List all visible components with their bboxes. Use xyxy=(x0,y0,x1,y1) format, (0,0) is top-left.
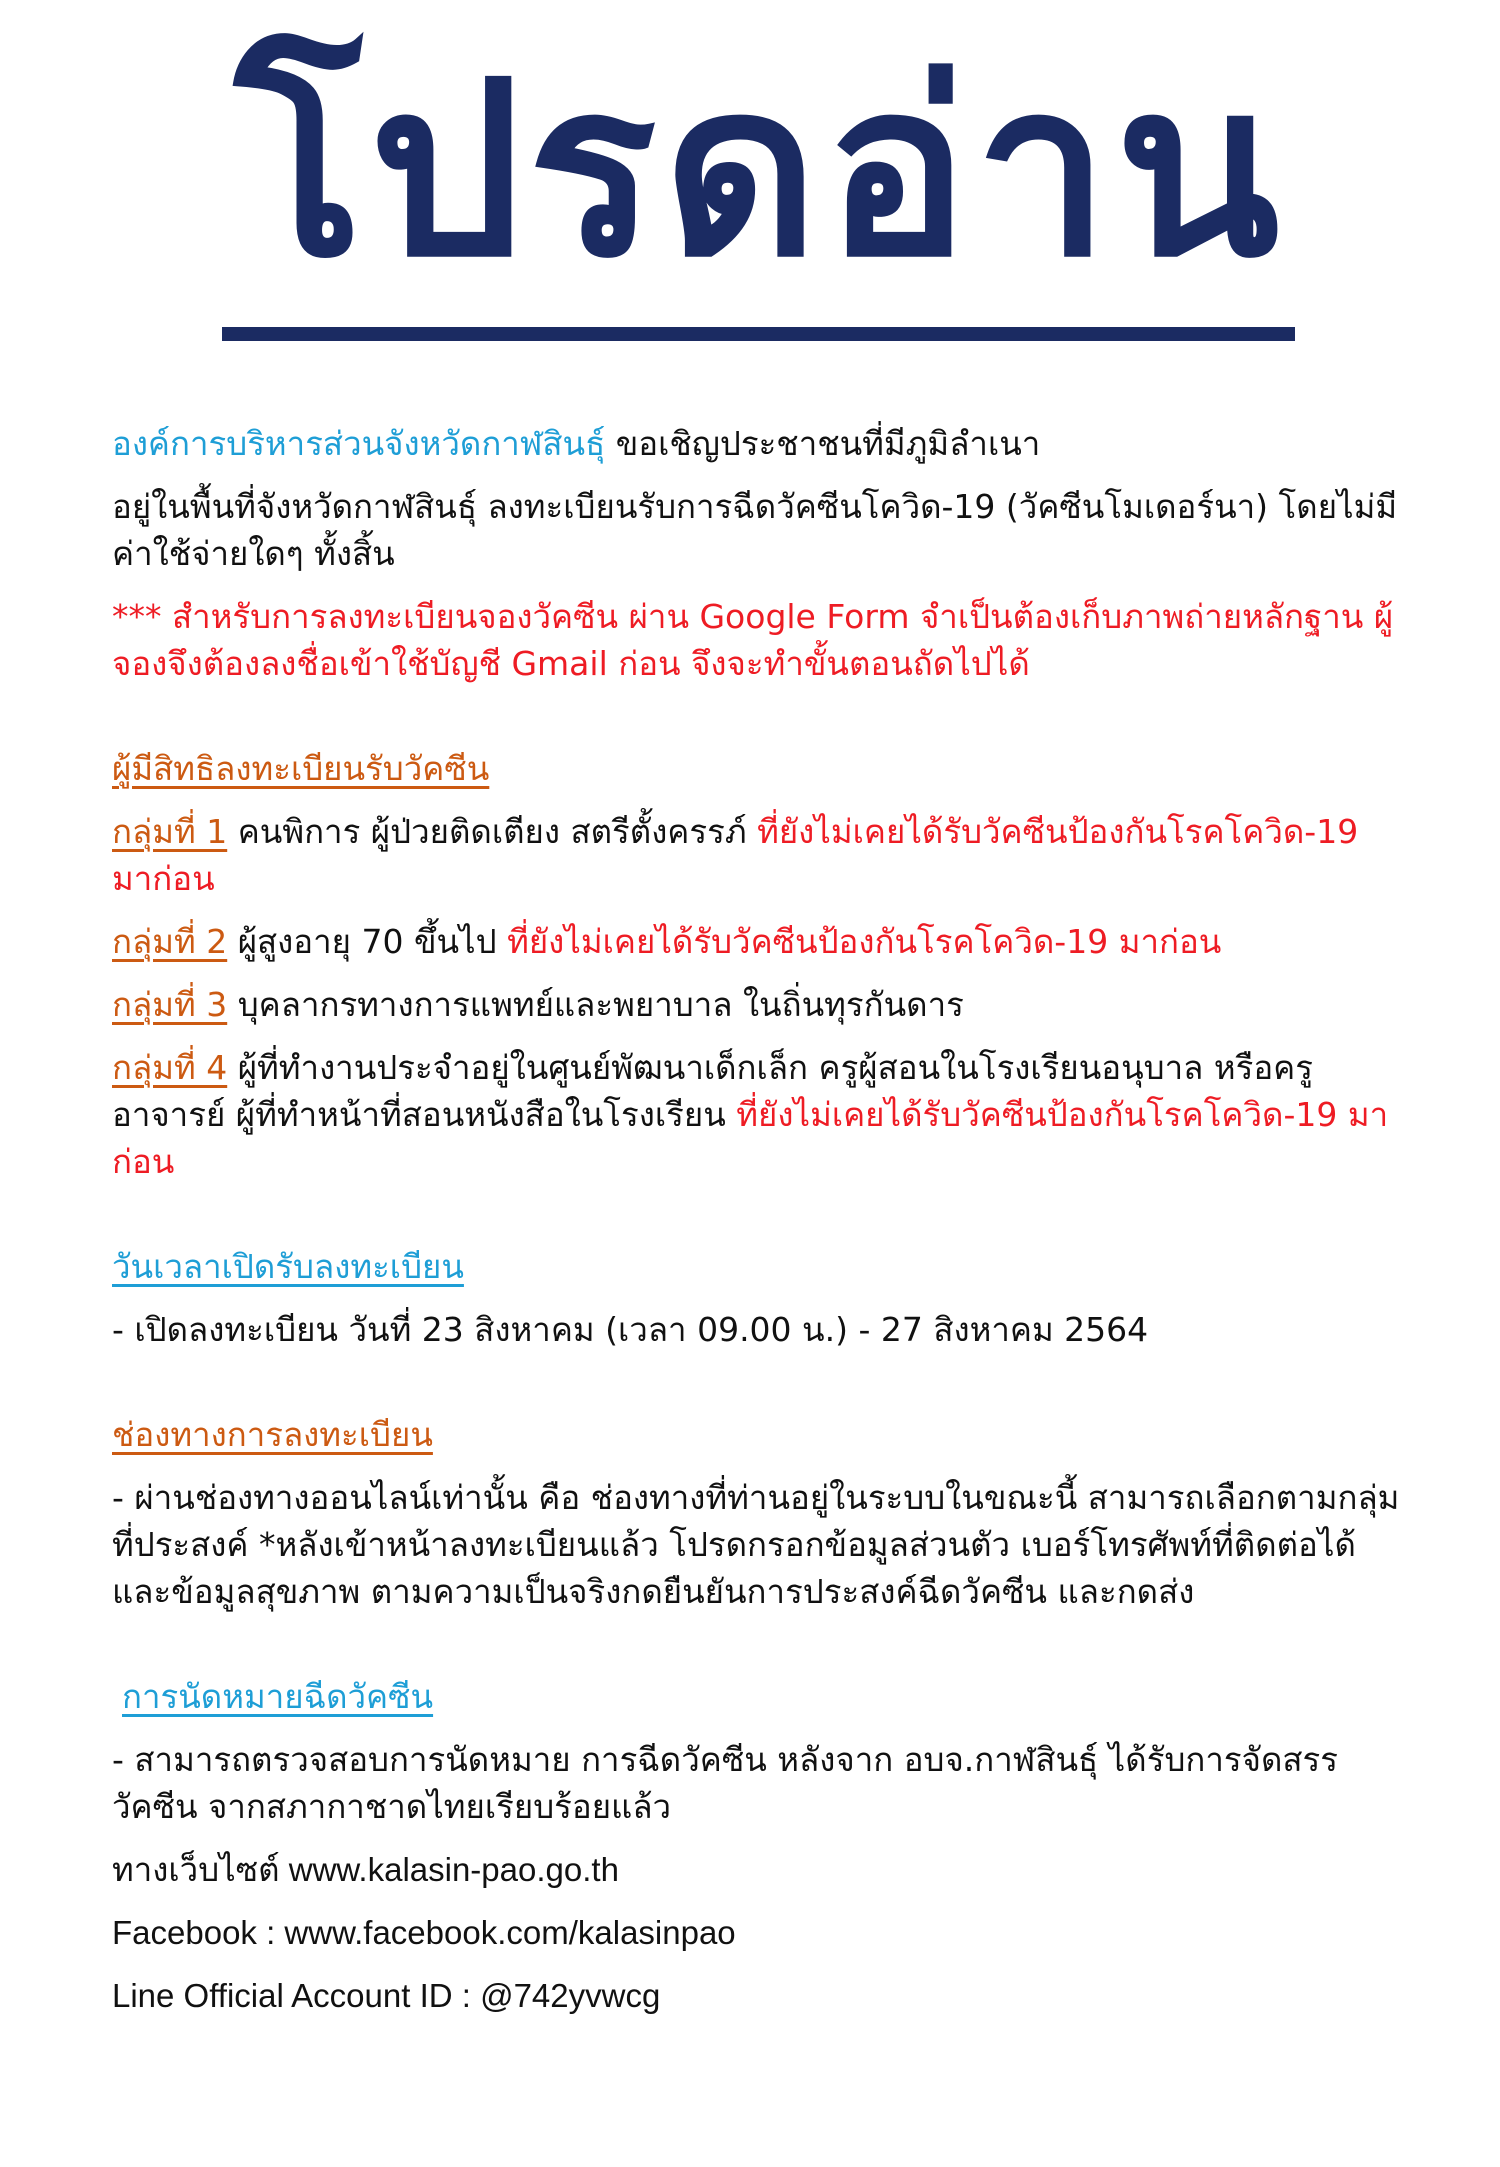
group-4-text: ผู้ที่ทำงานประจำอยู่ในศูนย์พัฒนาเด็กเล็ก ครูผู้สอนในโรงเรียนอนุบาล หรือครู อาจารย์ ผู้ที่ทำหน้าที่สอนหนังสือในโรงเรียน xyxy=(112,1048,1313,1134)
channel-heading-text: ช่องทางการลงทะเบียน xyxy=(112,1415,433,1454)
group-4-label: กลุ่มที่ 4 xyxy=(112,1048,228,1087)
banner-underline xyxy=(222,327,1295,341)
group-2-note: ที่ยังไม่เคยได้รับวัคซีนป้องกันโรคโควิด-19 มาก่อน xyxy=(507,922,1222,961)
group-1-note: ที่ยังไม่เคยได้รับวัคซีนป้องกันโรคโควิด-19 มาก่อน xyxy=(112,812,1359,898)
intro-line-1-rest: ขอเชิญประชาชนที่มีภูมิลำเนา xyxy=(605,424,1041,463)
eligibility-heading-text: ผู้มีสิทธิลงทะเบียนรับวัคซีน xyxy=(112,749,490,788)
org-name: องค์การบริหารส่วนจังหวัดกาฬสินธุ์ xyxy=(112,424,606,463)
appointment-heading-text: การนัดหมายฉีดวัคซีน xyxy=(122,1677,434,1716)
group-1-text: คนพิการ ผู้ป่วยติดเตียง สตรีตั้งครรภ์ xyxy=(227,812,758,851)
group-2 xyxy=(112,918,1402,965)
channel-text: - ผ่านช่องทางออนไลน์เท่านั้น คือ ช่องทางที่ท่านอยู่ในระบบในขณะนี้ สามารถเลือกตามกลุ่มที่ประสงค์ *หลังเข้าหน้าลงทะเบียนแล้ว โปรดกรอกข้อมูลส่วนตัว เบอร์โทรศัพท์ที่ติดต่อได้ และข้อมูลสุขภาพ ตามความเป็นจริงกดยืนยันการประสงค์ฉีดวัคซีน และกดส่ง xyxy=(112,1478,1400,1611)
banner-title: โปรดอ่าน xyxy=(234,30,1286,310)
group-2-label: กลุ่มที่ 2 xyxy=(112,922,228,961)
group-4 xyxy=(112,1044,1402,1185)
group-1 xyxy=(112,808,1402,902)
google-form-warning: *** สำหรับการลงทะเบียนจองวัคซีน ผ่าน Google Form จำเป็นต้องเก็บภาพถ่ายหลักฐาน ผู้จองจึงต้องลงชื่อเข้าใช้บัญชี Gmail ก่อน จึงจะทำขั้นตอนถัดไปได้ xyxy=(112,597,1394,683)
contact-facebook: Facebook : www.facebook.com/kalasinpao xyxy=(112,1914,736,1951)
contact-line-id: Line Official Account ID : @742yvwcg xyxy=(112,1977,661,2014)
group-3-label: กลุ่มที่ 3 xyxy=(112,985,228,1024)
group-4-note: ที่ยังไม่เคยได้รับวัคซีนป้องกันโรคโควิด-19 มาก่อน xyxy=(112,1095,1389,1181)
schedule-heading xyxy=(112,1243,1402,1290)
schedule-text: - เปิดลงทะเบียน วันที่ 23 สิงหาคม (เวลา 09.00 น.) - 27 สิงหาคม 2564 xyxy=(112,1310,1149,1349)
appointment-text: - สามารถตรวจสอบการนัดหมาย การฉีดวัคซีน หลังจาก อบจ.กาฬสินธุ์ ได้รับการจัดสรรวัคซีน จากสภากาชาดไทยเรียบร้อยแล้ว xyxy=(112,1740,1338,1826)
group-2-text: ผู้สูงอายุ 70 ขึ้นไป xyxy=(227,922,508,961)
contact-website: ทางเว็บไซต์ www.kalasin-pao.go.th xyxy=(112,1851,619,1888)
intro-line-1 xyxy=(112,420,1402,467)
group-3-text: บุคลากรทางการแพทย์และพยาบาล ในถิ่นทุรกันดาร xyxy=(227,985,964,1024)
appointment-heading xyxy=(112,1673,1402,1720)
group-3 xyxy=(112,981,1402,1028)
eligibility-heading xyxy=(112,745,1402,792)
schedule-heading-text: วันเวลาเปิดรับลงทะเบียน xyxy=(112,1247,464,1286)
notice-content xyxy=(112,420,1402,2019)
intro-line-2: อยู่ในพื้นที่จังหวัดกาฬสินธุ์ ลงทะเบียนรับการฉีดวัคซีนโควิด-19 (วัคซีนโมเดอร์นา) โดยไม่มีค่าใช้จ่ายใดๆ ทั้งสิ้น xyxy=(112,487,1398,573)
group-1-label: กลุ่มที่ 1 xyxy=(112,812,228,851)
channel-heading xyxy=(112,1411,1402,1458)
